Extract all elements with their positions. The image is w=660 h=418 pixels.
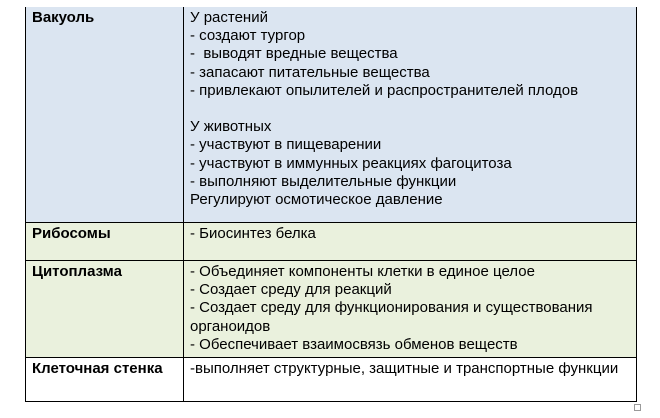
function-line: У животных [190, 118, 272, 136]
function-line: - выводят вредные вещества [190, 45, 398, 63]
function-line: - Объединяет компоненты клетки в единое целое [190, 263, 535, 280]
organelle-name: Рибосомы [32, 225, 111, 242]
organelle-function-cell [184, 7, 637, 223]
function-line: - Биосинтез белка [190, 225, 316, 242]
function-line: - Обеспечивает взаимосвязь обменов веществ [190, 335, 518, 353]
organelle-name: Цитоплазма [32, 263, 122, 280]
table-row-vacuole [26, 7, 637, 223]
function-line: Регулируют осмотическое давление [190, 191, 443, 209]
function-line: - Создает среду для функционирования и существования органоидов [190, 299, 597, 335]
function-line: - участвуют в иммунных реакциях фагоцитоза [190, 154, 512, 172]
function-line: -выполняет структурные, защитные и транспортные функции [190, 360, 619, 378]
function-line: - запасают питательные вещества [190, 63, 430, 81]
function-line: - создают тургор [190, 27, 306, 45]
organelle-name-cell [26, 7, 184, 223]
resize-handle-icon[interactable] [634, 404, 641, 411]
function-line: - Создает среду для реакций [190, 281, 392, 299]
organelle-function-cell [184, 261, 637, 358]
organelle-name-cell [26, 261, 184, 358]
organelle-name-cell [26, 358, 184, 402]
table-row-ribosomes [26, 223, 637, 261]
function-line: - выполняют выделительные функции [190, 172, 457, 190]
table-row-cell-wall [26, 358, 637, 402]
organelle-name-cell [26, 223, 184, 261]
organelle-functions-table [25, 7, 637, 402]
blank-line [190, 100, 632, 118]
table-row-cytoplasm [26, 261, 637, 358]
function-line: - участвуют в пищеварении [190, 136, 382, 154]
organelle-name: Клеточная стенка [32, 360, 163, 378]
organelle-function-cell [184, 358, 637, 402]
organelle-function-cell [184, 223, 637, 261]
function-line: - привлекают опылителей и распространителей плодов [190, 81, 579, 99]
organelle-name: Вакуоль [32, 9, 95, 26]
function-line: У растений [190, 9, 268, 26]
